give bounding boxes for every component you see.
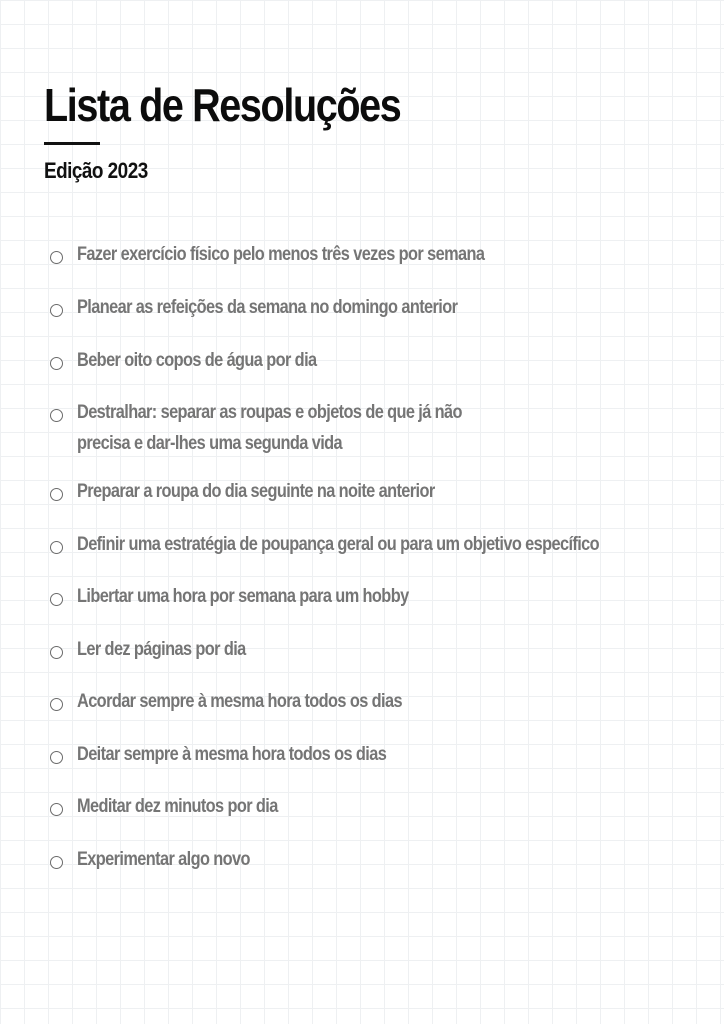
checkbox-circle-icon[interactable] — [50, 803, 63, 816]
list-item — [50, 352, 717, 376]
resolution-text: Definir uma estratégia de poupança geral ou para um objetivo específico — [77, 534, 600, 555]
resolution-text: Deitar sempre à mesma hora todos os dias — [77, 744, 387, 765]
resolution-text: Libertar uma hora por semana para um hobby — [77, 586, 409, 607]
checkbox-circle-icon[interactable] — [50, 251, 63, 264]
resolution-text: Beber oito copos de água por dia — [77, 350, 317, 371]
checkbox-circle-icon[interactable] — [50, 541, 63, 554]
list-item — [50, 693, 717, 717]
checkbox-circle-icon[interactable] — [50, 698, 63, 711]
resolution-text: Preparar a roupa do dia seguinte na noite anterior — [77, 481, 435, 502]
list-item — [50, 746, 717, 770]
list-item — [50, 588, 717, 612]
checkbox-circle-icon[interactable] — [50, 593, 63, 606]
resolution-text: Destralhar: separar as roupas e objetos de que já não precisa e dar-lhes uma segunda vida — [77, 402, 462, 454]
list-item — [50, 246, 717, 270]
checkbox-circle-icon[interactable] — [50, 646, 63, 659]
checkbox-circle-icon[interactable] — [50, 304, 63, 317]
checkbox-circle-icon[interactable] — [50, 357, 63, 370]
checkbox-circle-icon[interactable] — [50, 488, 63, 501]
resolution-text: Fazer exercício físico pelo menos três vezes por semana — [77, 244, 485, 265]
checkbox-circle-icon[interactable] — [50, 409, 63, 422]
list-item — [50, 851, 717, 875]
resolution-text: Ler dez páginas por dia — [77, 639, 246, 660]
title-underline — [44, 142, 100, 145]
page-title: Lista de Resoluções — [44, 79, 401, 131]
resolution-text: Acordar sempre à mesma hora todos os dias — [77, 691, 402, 712]
list-item — [50, 536, 717, 560]
list-item — [50, 404, 717, 459]
page-subtitle: Edição 2023 — [44, 158, 148, 183]
list-item — [50, 483, 717, 507]
resolution-text: Experimentar algo novo — [77, 849, 250, 870]
resolution-text: Planear as refeições da semana no domingo anterior — [77, 297, 458, 318]
checkbox-circle-icon[interactable] — [50, 856, 63, 869]
checkbox-circle-icon[interactable] — [50, 751, 63, 764]
list-item — [50, 299, 717, 323]
resolution-text: Meditar dez minutos por dia — [77, 796, 278, 817]
list-item — [50, 798, 717, 822]
list-item — [50, 641, 717, 665]
